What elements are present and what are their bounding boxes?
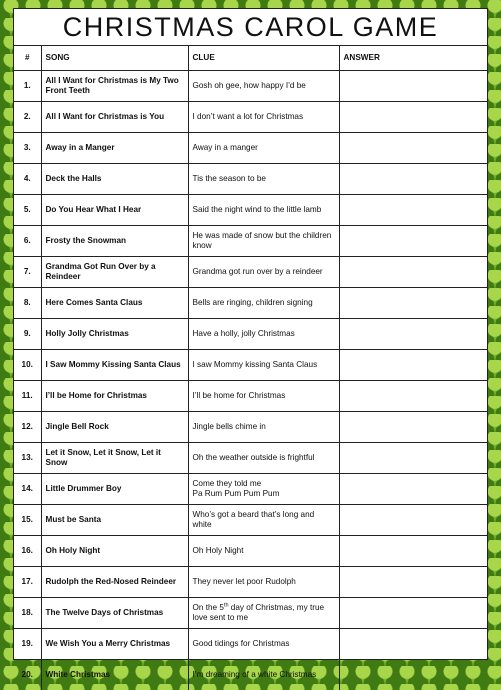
table-row [14, 319, 487, 350]
header-song: SONG [41, 46, 188, 71]
table-row [14, 381, 487, 412]
clue-cell: Grandma got run over by a reindeer [188, 257, 339, 288]
clue-cell [188, 598, 339, 629]
table-row [14, 288, 487, 319]
row-number: 16. [14, 536, 41, 567]
clue-cell: I’ll be home for Christmas [188, 381, 339, 412]
clue-cell: Jingle bells chime in [188, 412, 339, 443]
song-cell: Do You Hear What I Hear [41, 195, 188, 226]
answer-cell[interactable] [339, 195, 487, 226]
song-cell: Here Comes Santa Claus [41, 288, 188, 319]
song-cell: Frosty the Snowman [41, 226, 188, 257]
table-row [14, 226, 487, 257]
table-row [14, 412, 487, 443]
row-number: 8. [14, 288, 41, 319]
table-row [14, 195, 487, 226]
row-number: 13. [14, 443, 41, 474]
clue-cell: I saw Mommy kissing Santa Claus [188, 350, 339, 381]
clue-cell: Come they told me Pa Rum Pum Pum Pum [188, 474, 339, 505]
clue-cell: Gosh oh gee, how happy I’d be [188, 71, 339, 102]
song-cell: White Christmas [41, 660, 188, 690]
answer-cell[interactable] [339, 536, 487, 567]
table-row [14, 474, 487, 505]
answer-cell[interactable] [339, 629, 487, 660]
row-number: 14. [14, 474, 41, 505]
song-cell: Little Drummer Boy [41, 474, 188, 505]
table-row [14, 505, 487, 536]
song-cell: Away in a Manger [41, 133, 188, 164]
row-number: 10. [14, 350, 41, 381]
song-cell: Jingle Bell Rock [41, 412, 188, 443]
clue-cell: Who’s got a beard that’s long and white [188, 505, 339, 536]
table-row [14, 133, 487, 164]
clue-cell: Said the night wind to the little lamb [188, 195, 339, 226]
row-number: 20. [14, 660, 41, 690]
answer-cell[interactable] [339, 226, 487, 257]
answer-cell[interactable] [339, 660, 487, 690]
answer-cell[interactable] [339, 288, 487, 319]
clue-text-pre: On the 5 [193, 603, 224, 612]
row-number: 3. [14, 133, 41, 164]
answer-cell[interactable] [339, 71, 487, 102]
row-number: 18. [14, 598, 41, 629]
row-number: 4. [14, 164, 41, 195]
header-clue: CLUE [188, 46, 339, 71]
table-row [14, 598, 487, 629]
row-number: 5. [14, 195, 41, 226]
table-row [14, 164, 487, 195]
row-number: 1. [14, 71, 41, 102]
clue-cell: Away in a manger [188, 133, 339, 164]
table-row [14, 443, 487, 474]
song-cell: All I Want for Christmas is You [41, 102, 188, 133]
table-row [14, 629, 487, 660]
answer-cell[interactable] [339, 381, 487, 412]
row-number: 6. [14, 226, 41, 257]
song-cell: We Wish You a Merry Christmas [41, 629, 188, 660]
song-cell: Holly Jolly Christmas [41, 319, 188, 350]
song-cell: Must be Santa [41, 505, 188, 536]
clue-cell: I’m dreaming of a white Christmas [188, 660, 339, 690]
song-cell: All I Want for Christmas is My Two Front Teeth [41, 71, 188, 102]
table-row [14, 567, 487, 598]
table-row [14, 536, 487, 567]
song-cell: Deck the Halls [41, 164, 188, 195]
table-row [14, 71, 487, 102]
answer-cell[interactable] [339, 102, 487, 133]
answer-cell[interactable] [339, 474, 487, 505]
table-row [14, 257, 487, 288]
song-cell: Oh Holy Night [41, 536, 188, 567]
clue-cell: Oh Holy Night [188, 536, 339, 567]
header-row [14, 46, 487, 71]
clue-cell: Good tidings for Christmas [188, 629, 339, 660]
row-number: 7. [14, 257, 41, 288]
table-row [14, 102, 487, 133]
answer-cell[interactable] [339, 164, 487, 195]
row-number: 2. [14, 102, 41, 133]
song-cell: Let it Snow, Let it Snow, Let it Snow [41, 443, 188, 474]
song-cell: I’ll be Home for Christmas [41, 381, 188, 412]
song-cell: The Twelve Days of Christmas [41, 598, 188, 629]
answer-cell[interactable] [339, 133, 487, 164]
answer-cell[interactable] [339, 319, 487, 350]
clue-superscript: th [224, 602, 229, 608]
clue-cell: Have a holly, jolly Christmas [188, 319, 339, 350]
answer-cell[interactable] [339, 443, 487, 474]
carol-table [14, 46, 487, 690]
answer-cell[interactable] [339, 257, 487, 288]
answer-cell[interactable] [339, 567, 487, 598]
clue-cell: Oh the weather outside is frightful [188, 443, 339, 474]
clue-text-post: day of Christmas, my true love sent to me [193, 603, 325, 622]
clue-cell: I don’t want a lot for Christmas [188, 102, 339, 133]
answer-cell[interactable] [339, 598, 487, 629]
clue-cell: They never let poor Rudolph [188, 567, 339, 598]
row-number: 11. [14, 381, 41, 412]
worksheet [13, 8, 488, 660]
clue-cell: Bells are ringing, children signing [188, 288, 339, 319]
row-number: 19. [14, 629, 41, 660]
header-answer: ANSWER [339, 46, 487, 71]
row-number: 12. [14, 412, 41, 443]
table-row [14, 350, 487, 381]
answer-cell[interactable] [339, 412, 487, 443]
table-row [14, 660, 487, 690]
page-title: CHRISTMAS CAROL GAME [14, 9, 487, 46]
row-number: 17. [14, 567, 41, 598]
row-number: 9. [14, 319, 41, 350]
clue-cell: He was made of snow but the children know [188, 226, 339, 257]
song-cell: Rudolph the Red-Nosed Reindeer [41, 567, 188, 598]
song-cell: I Saw Mommy Kissing Santa Claus [41, 350, 188, 381]
song-cell: Grandma Got Run Over by a Reindeer [41, 257, 188, 288]
header-num: # [14, 46, 41, 71]
answer-cell[interactable] [339, 505, 487, 536]
row-number: 15. [14, 505, 41, 536]
clue-cell: Tis the season to be [188, 164, 339, 195]
answer-cell[interactable] [339, 350, 487, 381]
